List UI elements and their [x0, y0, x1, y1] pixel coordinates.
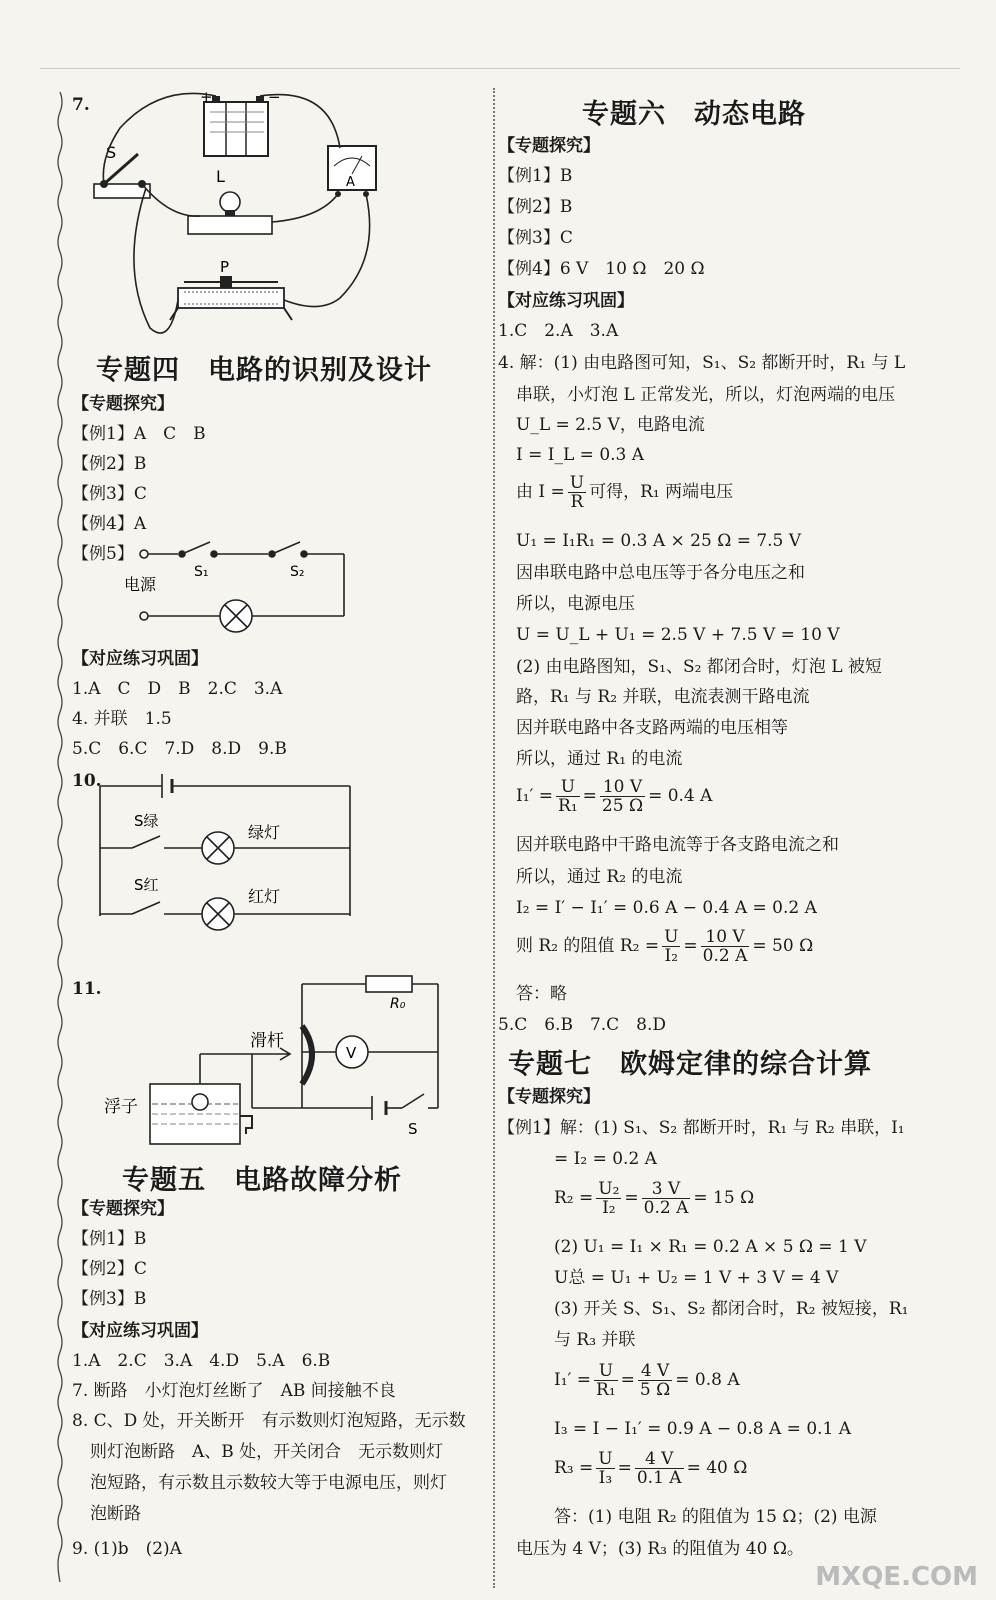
topic6-example-3: 【例3】C [498, 228, 573, 248]
topic6-solution-line2: 串联，小灯泡 L 正常发光，所以，灯泡两端的电压 [516, 385, 896, 405]
topic6-solution-line18 [516, 928, 813, 965]
topic4-example-3: 【例3】C [72, 484, 147, 504]
q7-label: 7. [72, 95, 90, 115]
denominator: I₂ [602, 1198, 616, 1218]
topic7-title: 专题七 欧姆定律的综合计算 [508, 1049, 872, 1080]
topic5-example-3: 【例3】B [72, 1289, 147, 1309]
topic4-example-2: 【例2】B [72, 454, 147, 474]
switch-icon [94, 154, 150, 198]
numerator: 3 V [642, 1180, 691, 1199]
fraction [568, 474, 586, 511]
lamp-icon [188, 192, 272, 234]
denominator: 0.2 A [702, 946, 748, 966]
topic6-practice-5-8: 5.C 6.B 7.C 8.D [498, 1015, 667, 1035]
topic4-practice-5-9: 5.C 6.C 7.D 8.D 9.B [72, 739, 287, 759]
topic6-solution-line5 [516, 474, 733, 511]
numerator: U [598, 1449, 613, 1469]
fraction [635, 1450, 684, 1487]
top-rule [40, 68, 960, 69]
fraction [594, 1362, 618, 1399]
switch-label: S [106, 143, 117, 162]
topic6-solution-line11: 路，R₁ 与 R₂ 并联，电流表测干路电流 [516, 687, 810, 707]
topic7-example1-line1: 【例1】解：(1) S₁、S₂ 都断开时，R₁ 与 R₂ 串联，I₁ [498, 1118, 905, 1138]
topic5-example-2: 【例2】C [72, 1259, 147, 1279]
topic4-title: 专题四 电路的识别及设计 [96, 355, 432, 386]
topic5-practice-heading: 【对应练习巩固】 [72, 1321, 208, 1341]
topic6-solution-line14 [516, 778, 712, 815]
power-label: 电源 [124, 575, 157, 594]
topic6-practice-heading: 【对应练习巩固】 [498, 291, 634, 311]
topic6-solution-line15: 因并联电路中干路电流等于各支路电流之和 [516, 835, 839, 855]
q11-label: 11. [72, 979, 102, 999]
topic7-example1-answer-line1: 答：(1) 电阻 R₂ 的阻值为 15 Ω；(2) 电源 [554, 1507, 877, 1527]
topic7-explore-heading: 【专题探究】 [498, 1087, 600, 1107]
topic6-explore-heading: 【专题探究】 [498, 136, 600, 156]
topic7-example1-line10 [554, 1450, 747, 1487]
topic7-example1-line7: 与 R₃ 并联 [554, 1330, 636, 1350]
topic4-example-5: 【例5】 [72, 544, 134, 564]
topic7-example1-line3 [554, 1180, 754, 1217]
topic5-practice-8-line2: 则灯泡断路 A、B 处，开关闭合 无示数则灯 [90, 1442, 444, 1462]
denominator: R₁ [558, 796, 578, 816]
denominator: 0.2 A [643, 1198, 689, 1218]
topic4-practice-4: 4. 并联 1.5 [72, 709, 172, 729]
slide-rod-icon [302, 1026, 312, 1084]
topic6-solution-line13: 所以，通过 R₁ 的电流 [516, 749, 683, 769]
topic4-example-4: 【例4】A [72, 514, 147, 534]
topic5-practice-1-6: 1.A 2.C 3.A 4.D 5.A 6.B [72, 1351, 331, 1371]
topic6-title: 专题六 动态电路 [582, 99, 806, 130]
formula-suffix: = 0.8 A [675, 1370, 740, 1390]
fraction [642, 1180, 691, 1217]
rod-label: 滑杆 [250, 1031, 284, 1051]
formula-prefix: I₁′ = [516, 786, 554, 806]
topic7-example1-line6: (3) 开关 S、S₁、S₂ 都闭合时，R₂ 被短接，R₁ [554, 1299, 909, 1319]
topic5-practice-8-line3: 泡短路，有示数且示数较大等于电源电压，则灯 [90, 1473, 447, 1493]
topic7-example1-line5: U总 = U₁ + U₂ = 1 V + 3 V = 4 V [554, 1268, 839, 1288]
voltmeter-label: V [346, 1044, 357, 1062]
fraction [662, 928, 680, 965]
topic6-solution-line10: (2) 由电路图知，S₁、S₂ 都闭合时，灯泡 L 被短 [516, 657, 882, 677]
topic5-practice-9: 9. (1)b (2)A [72, 1539, 182, 1559]
rheostat-icon [170, 276, 292, 320]
topic4-explore-heading: 【专题探究】 [72, 394, 174, 414]
q10-circuit-figure [96, 770, 358, 920]
slider-label: P [220, 258, 230, 276]
topic6-solution-line3: U_L = 2.5 V，电路电流 [516, 415, 705, 435]
topic6-example-1: 【例1】B [498, 166, 573, 186]
lamp-label: L [216, 167, 225, 186]
formula-suffix: = 40 Ω [686, 1458, 748, 1478]
r0-label: R₀ [390, 996, 406, 1012]
formula-prefix: R₂ = [554, 1188, 594, 1208]
equals: = [617, 1458, 632, 1478]
formula-prefix: R₃ = [554, 1458, 594, 1478]
equals: = [624, 1188, 639, 1208]
formula-prefix: 由 I = [516, 482, 565, 502]
equals: = [683, 936, 698, 956]
ammeter-label: A [346, 175, 355, 190]
numerator: U [569, 473, 585, 493]
formula-prefix: 则 R₂ 的阻值 R₂ = [516, 936, 660, 956]
topic7-example1-answer-line2: 电压为 4 V；(3) R₃ 的阻值为 40 Ω。 [516, 1539, 804, 1559]
formula-suffix: 可得，R₁ 两端电压 [589, 482, 734, 502]
denominator: 5 Ω [639, 1380, 671, 1400]
lamp-icon [220, 600, 252, 632]
red-switch-label: S红 [134, 876, 159, 894]
denominator: I₃ [598, 1468, 613, 1488]
topic6-example-4: 【例4】6 V 10 Ω 20 Ω [498, 259, 705, 279]
topic6-solution-line17: I₂ = I′ − I₁′ = 0.6 A − 0.4 A = 0.2 A [516, 898, 817, 918]
fraction [556, 778, 580, 815]
topic6-solution-line6: U₁ = I₁R₁ = 0.3 A × 25 Ω = 7.5 V [516, 531, 802, 551]
topic4-practice-1-3: 1.A C D B 2.C 3.A [72, 679, 283, 699]
topic5-practice-8-line1: 8. C、D 处，开关断开 有示数则灯泡短路，无示数 [72, 1411, 466, 1431]
fraction [638, 1362, 672, 1399]
topic5-example-1: 【例1】B [72, 1229, 147, 1249]
battery-minus-label: − [268, 88, 281, 106]
left-margin-wave [56, 92, 64, 1582]
topic7-example1-line4: (2) U₁ = I₁ × R₁ = 0.2 A × 5 Ω = 1 V [554, 1237, 867, 1257]
battery-icon [372, 1096, 386, 1120]
denominator: R₁ [596, 1380, 616, 1400]
numerator: U [664, 927, 679, 947]
topic6-solution-line8: 所以，电源电压 [516, 594, 635, 614]
formula-suffix: = 15 Ω [693, 1188, 755, 1208]
q11-circuit-figure [96, 966, 446, 1148]
fraction [701, 928, 750, 965]
green-lamp-label: 绿灯 [248, 823, 281, 842]
formula-prefix: I₁′ = [554, 1370, 592, 1390]
numerator: 10 V [600, 778, 645, 797]
red-lamp-label: 红灯 [248, 887, 281, 906]
s2-label: S₂ [290, 564, 305, 580]
fraction [600, 778, 645, 815]
column-divider [493, 88, 495, 1588]
denominator: 25 Ω [601, 796, 644, 816]
red-lamp-icon [202, 898, 234, 930]
formula-suffix: = 50 Ω [752, 936, 814, 956]
green-lamp-icon [202, 832, 234, 864]
topic6-example-2: 【例2】B [498, 197, 573, 217]
topic6-solution-answer: 答：略 [516, 984, 567, 1004]
topic5-practice-8-line4: 泡断路 [90, 1504, 141, 1524]
numerator: 4 V [638, 1362, 672, 1381]
denominator: R [570, 492, 584, 512]
topic6-solution-line1: 4. 解：(1) 由电路图可知，S₁、S₂ 都断开时，R₁ 与 L [498, 353, 906, 373]
numerator: U [556, 778, 580, 797]
s1-label: S₁ [194, 564, 209, 580]
topic6-solution-line9: U = U_L + U₁ = 2.5 V + 7.5 V = 10 V [516, 625, 840, 645]
equals: = [582, 786, 597, 806]
topic6-practice-1-3: 1.C 2.A 3.A [498, 321, 619, 341]
denominator: I₂ [664, 946, 679, 966]
topic6-solution-line7: 因串联电路中总电压等于各分电压之和 [516, 563, 805, 583]
topic6-solution-line16: 所以，通过 R₂ 的电流 [516, 867, 683, 887]
battery-plus-label: + [200, 88, 213, 106]
topic5-practice-7: 7. 断路 小灯泡灯丝断了 AB 间接触不良 [72, 1381, 396, 1401]
formula-suffix: = 0.4 A [648, 786, 713, 806]
topic4-practice-heading: 【对应练习巩固】 [72, 649, 208, 669]
battery-icon [204, 96, 268, 156]
topic6-solution-line4: I = I_L = 0.3 A [516, 445, 645, 465]
fraction [596, 1450, 614, 1487]
s-label: S [408, 1120, 418, 1138]
topic5-title: 专题五 电路故障分析 [122, 1165, 402, 1196]
q7-circuit-figure [80, 88, 390, 350]
numerator: U [594, 1362, 618, 1381]
numerator: 4 V [635, 1450, 684, 1469]
watermark: MXQE.COM [815, 1562, 978, 1592]
topic7-example1-line9: I₃ = I − I₁′ = 0.9 A − 0.8 A = 0.1 A [554, 1419, 852, 1439]
denominator: 0.1 A [636, 1468, 682, 1488]
topic5-explore-heading: 【专题探究】 [72, 1199, 174, 1219]
tank-icon [150, 1084, 252, 1144]
topic6-solution-line12: 因并联电路中各支路两端的电压相等 [516, 718, 788, 738]
topic4-example-1: 【例1】A C B [72, 424, 206, 444]
q10-label: 10. [72, 771, 102, 791]
topic7-example1-line8 [554, 1362, 740, 1399]
fraction [596, 1180, 621, 1217]
equals: = [620, 1370, 635, 1390]
example5-circuit-figure [124, 540, 360, 640]
float-label: 浮子 [104, 1097, 138, 1117]
numerator: 10 V [701, 928, 750, 947]
resistor-r0-icon [366, 976, 412, 992]
topic7-example1-line2: = I₂ = 0.2 A [554, 1149, 657, 1169]
numerator: U₂ [598, 1179, 620, 1199]
green-switch-label: S绿 [134, 812, 159, 830]
